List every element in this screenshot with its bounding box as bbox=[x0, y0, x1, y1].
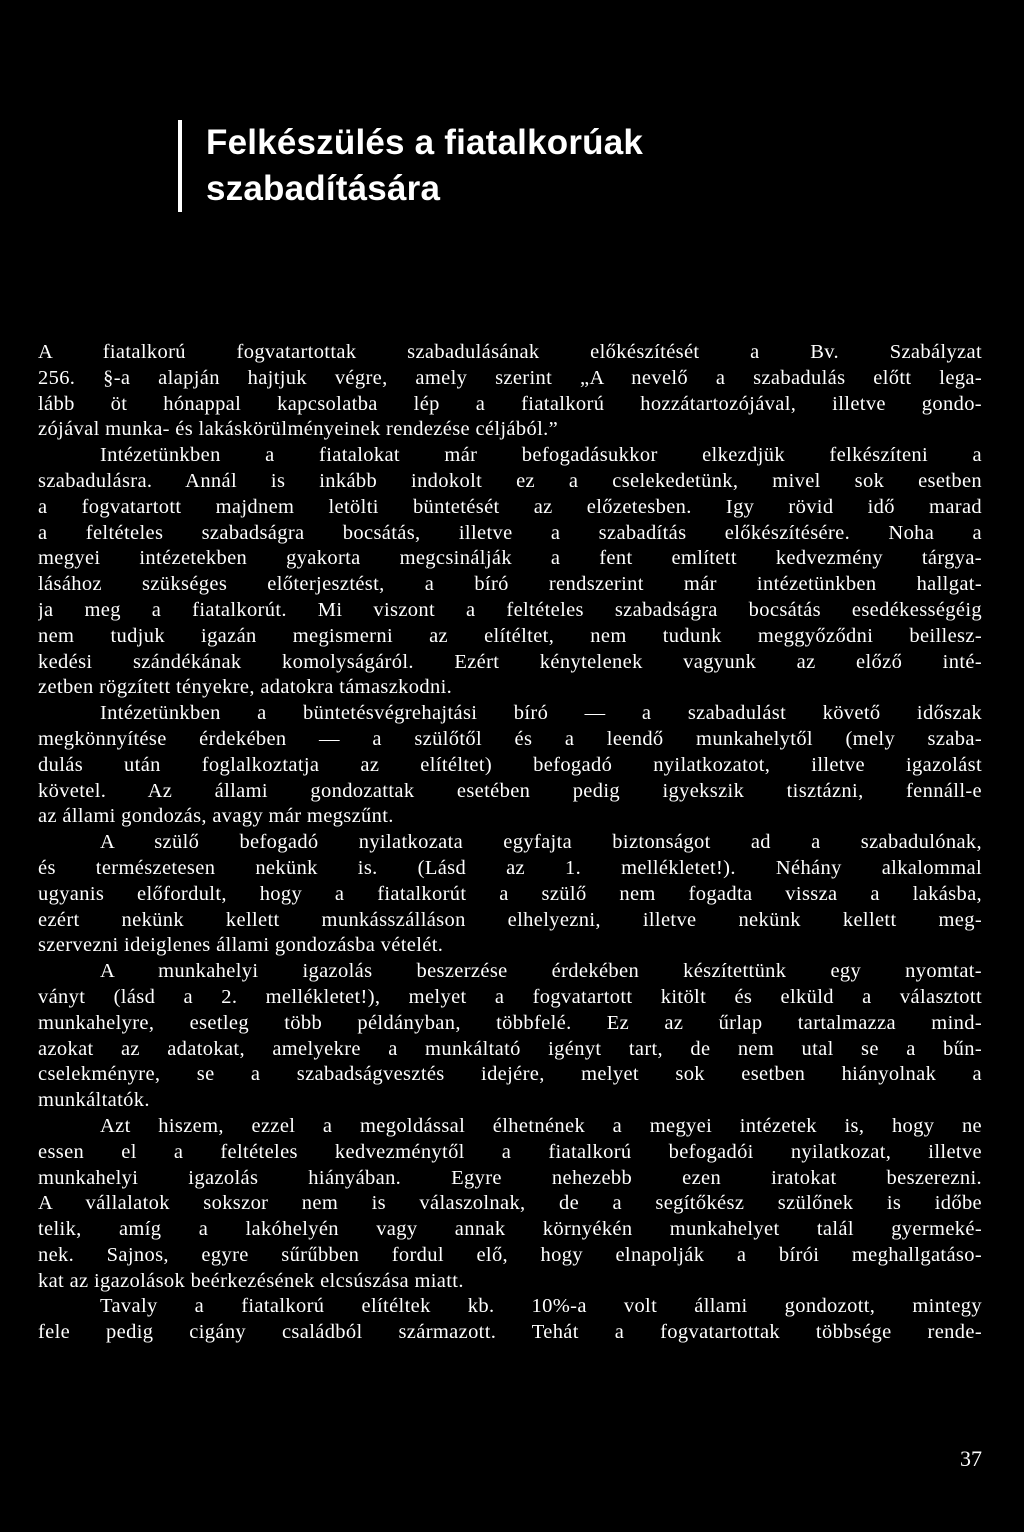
text-line: megyei intézetekben gyakorta megcsinálják a fent említett kedvezmény tárgya- bbox=[38, 547, 982, 570]
text-line: munkáltatók. bbox=[38, 1089, 150, 1112]
body-text bbox=[38, 340, 982, 1346]
text-line: telik, amíg a lakóhelyén vagy annak környékén munkahelyet talál gyermeké- bbox=[38, 1218, 982, 1241]
text-line: essen el a feltételes kedvezménytől a fiatalkorú befogadói nyilatkozat, illetve bbox=[38, 1140, 982, 1163]
text-line: Intézetünkben a fiatalokat már befogadásukkor elkezdjük felkészíteni a bbox=[100, 444, 982, 467]
text-line: dulás után foglalkoztatja az elítéltet) befogadó nyilatkozatot, illetve igazolást bbox=[38, 753, 982, 776]
text-line: A munkahelyi igazolás beszerzése érdekében készítettünk egy nyomtat- bbox=[100, 960, 982, 983]
text-line: azokat az adatokat, amelyekre a munkáltató igényt tart, de nem utal se a bűn- bbox=[38, 1037, 982, 1060]
text-line: a feltételes szabadságra bocsátás, illetve a szabadítás előkészítésére. Noha a bbox=[38, 521, 982, 544]
text-line: nem tudjuk igazán megismerni az elítéltet, nem tudunk meggyőződni beillesz- bbox=[38, 624, 982, 647]
text-line: és természetesen nekünk is. (Lásd az 1. mellékletet!). Néhány alkalommal bbox=[38, 856, 982, 879]
page-number: 37 bbox=[960, 1446, 982, 1471]
text-line: szabadulásra. Annál is inkább indokolt ez a cselekedetünk, mivel sok esetben bbox=[38, 469, 982, 492]
text-line: ványt (lásd a 2. mellékletet!), melyet a fogvatartott kitölt és elküld a választott bbox=[38, 985, 982, 1008]
text-line: megkönnyítése érdekében — a szülőtől és a leendő munkahelytől (mely szaba- bbox=[38, 727, 982, 750]
heading-line-2: szabadítására bbox=[206, 169, 441, 208]
text-line: 256. §-a alapján hajtjuk végre, amely szerint „A nevelő a szabadulás előtt lega- bbox=[38, 366, 982, 389]
text-line: A szülő befogadó nyilatkozata egyfajta biztonságot ad a szabadulónak, bbox=[100, 831, 982, 854]
text-line: A vállalatok sokszor nem is válaszolnak, de a segítőkész szülőnek is időbe bbox=[38, 1192, 982, 1215]
text-line: cselekményre, se a szabadságvesztés idejére, melyet sok esetben hiányolnak a bbox=[38, 1063, 982, 1086]
text-line: szervezni ideiglenes állami gondozásba vételét. bbox=[38, 934, 444, 957]
text-line: Azt hiszem, ezzel a megoldással élhetnének a megyei intézetek is, hogy ne bbox=[100, 1114, 982, 1137]
text-line: A fiatalkorú fogvatartottak szabadulásának előkészítését a Bv. Szabályzat bbox=[38, 341, 982, 363]
text-line: követel. Az állami gondozattak esetében pedig igyekszik tisztázni, fennáll-e bbox=[38, 779, 982, 802]
text-line: a fogvatartott majdnem letölti büntetését az előzetesben. Igy rövid idő marad bbox=[38, 495, 982, 518]
text-line: az állami gondozás, avagy már megszűnt. bbox=[38, 805, 394, 828]
text-line: lább öt hónappal kapcsolatba lép a fiatalkorú hozzátartozójával, illetve gondo- bbox=[38, 392, 982, 415]
text-line: munkahelyi igazolás hiányában. Egyre nehezebb ezen iratokat beszerezni. bbox=[38, 1166, 982, 1189]
heading-line-1: Felkészülés a fiatalkorúak bbox=[206, 123, 644, 162]
text-line: ugyanis előfordult, hogy a fiatalkorút a szülő nem fogadta vissza a lakásba, bbox=[38, 882, 982, 905]
text-line: zójával munka- és lakáskörülményeinek rendezése céljából.” bbox=[38, 418, 559, 441]
chapter-heading bbox=[178, 120, 643, 212]
text-line: fele pedig cigány családból származott. Tehát a fogvatartottak többsége rende- bbox=[38, 1321, 982, 1344]
text-line: lásához szükséges előterjesztést, a bíró rendszerint már intézetünkben hallgat- bbox=[38, 573, 982, 596]
text-line: Tavaly a fiatalkorú elítéltek kb. 10%-a volt állami gondozott, mintegy bbox=[100, 1295, 982, 1318]
text-line: munkahelyre, esetleg több példányban, többfelé. Ez az űrlap tartalmazza mind- bbox=[38, 1011, 982, 1034]
text-line: ezért nekünk kellett munkásszálláson elhelyezni, illetve nekünk kellett meg- bbox=[38, 908, 982, 931]
text-line: zetben rögzített tényekre, adatokra támaszkodni. bbox=[38, 676, 453, 699]
text-line: nek. Sajnos, egyre sűrűbben fordul elő, hogy elnapolják a bírói meghallgatáso- bbox=[38, 1243, 982, 1266]
text-line: ja meg a fiatalkorút. Mi viszont a feltételes szabadságra bocsátás esedékességéig bbox=[38, 598, 982, 621]
text-line: kat az igazolások beérkezésének elcsúszása miatt. bbox=[38, 1269, 464, 1292]
text-line: Intézetünkben a büntetésvégrehajtási bíró — a szabadulást követő időszak bbox=[100, 702, 982, 725]
text-line: kedési szándékának komolyságáról. Ezért kénytelenek vagyunk az előző inté- bbox=[38, 650, 982, 673]
